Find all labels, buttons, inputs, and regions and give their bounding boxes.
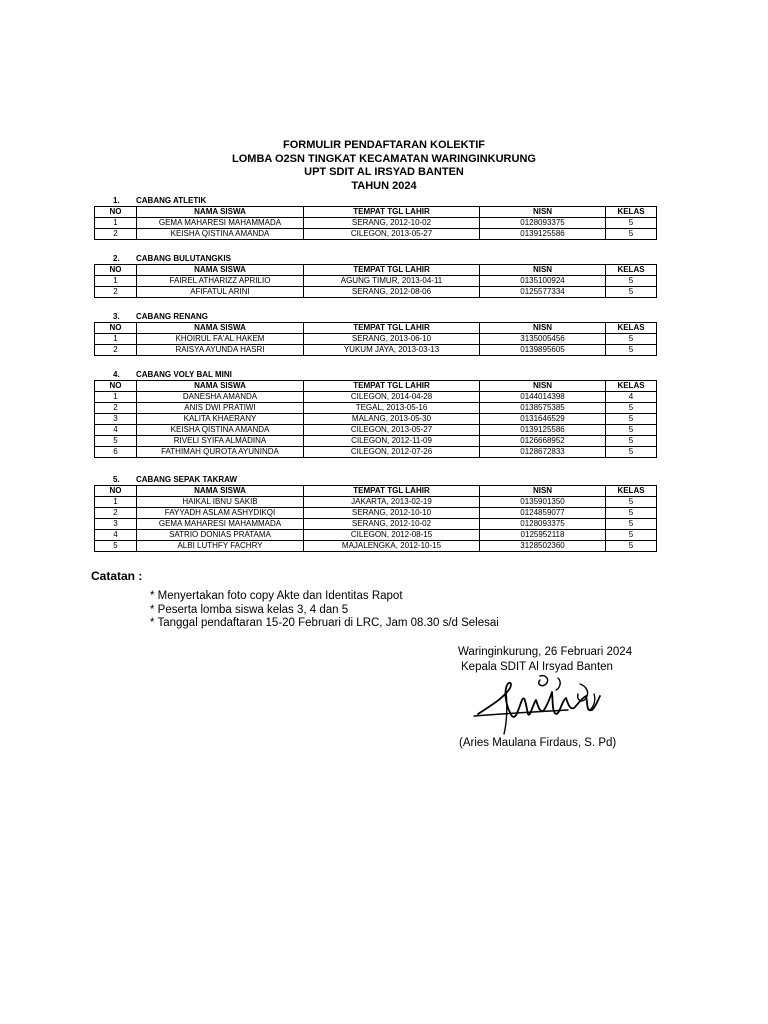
table-row xyxy=(95,497,657,508)
column-header: TEMPAT TGL LAHIR xyxy=(304,323,480,334)
table-cell: 5 xyxy=(606,425,657,436)
title-line-1: FORMULIR PENDAFTARAN KOLEKTIF xyxy=(282,139,486,151)
column-header: KELAS xyxy=(606,486,657,497)
table-cell: 5 xyxy=(606,403,657,414)
table-cell: 5 xyxy=(95,541,137,552)
table-cell: SERANG, 2013-06-10 xyxy=(304,334,480,345)
table-cell: SERANG, 2012-10-10 xyxy=(304,508,480,519)
table-cell: 5 xyxy=(606,530,657,541)
table-cell: CILEGON, 2012-11-09 xyxy=(304,436,480,447)
section-number: 5. xyxy=(113,475,120,484)
table-cell: FAIREL ATHARIZZ APRILIO xyxy=(137,276,304,287)
signature-place-date: Waringinkurung, 26 Februari 2024 xyxy=(458,646,633,658)
table-cell: KEISHA QISTINA AMANDA xyxy=(137,229,304,240)
section-name: CABANG ATLETIK xyxy=(136,196,207,205)
table-cell: 0138575385 xyxy=(480,403,606,414)
table-cell: RAISYA AYUNDA HASRI xyxy=(137,345,304,356)
table-cell: 0125952118 xyxy=(480,530,606,541)
table-cell: HAIKAL IBNU SAKIB xyxy=(137,497,304,508)
column-header: NAMA SISWA xyxy=(137,207,304,218)
column-header: NO xyxy=(95,265,137,276)
table-cell: FATHIMAH QUROTA AYUNINDA xyxy=(137,447,304,458)
table-row xyxy=(95,276,657,287)
table-header-row xyxy=(95,265,657,276)
table-cell: MALANG, 2013-05-30 xyxy=(304,414,480,425)
column-header: TEMPAT TGL LAHIR xyxy=(304,207,480,218)
table-cell: 0139125586 xyxy=(480,229,606,240)
table-cell: 0128093375 xyxy=(480,218,606,229)
table-cell: DANESHA AMANDA xyxy=(137,392,304,403)
table-cell: SERANG, 2012-10-02 xyxy=(304,519,480,530)
column-header: NISN xyxy=(480,265,606,276)
table-cell: 2 xyxy=(95,287,137,298)
table-cell: 0128672833 xyxy=(480,447,606,458)
section-heading xyxy=(94,311,656,322)
section-heading xyxy=(94,253,656,264)
table-cell: 5 xyxy=(606,229,657,240)
section-name: CABANG RENANG xyxy=(136,312,208,321)
note-item: * Peserta lomba siswa kelas 3, 4 dan 5 xyxy=(150,603,349,616)
table-cell: SERANG, 2012-10-02 xyxy=(304,218,480,229)
table-cell: CILEGON, 2012-08-15 xyxy=(304,530,480,541)
table-cell: 3135005456 xyxy=(480,334,606,345)
table-row xyxy=(95,447,657,458)
section-heading xyxy=(94,195,656,206)
column-header: TEMPAT TGL LAHIR xyxy=(304,486,480,497)
section-name: CABANG VOLY BAL MINI xyxy=(136,370,232,379)
section-4 xyxy=(94,369,656,458)
table-row xyxy=(95,436,657,447)
table-cell: CILEGON, 2013-05-27 xyxy=(304,425,480,436)
notes-list xyxy=(150,590,499,631)
column-header: NISN xyxy=(480,381,606,392)
section-5 xyxy=(94,474,656,552)
table-cell: 1 xyxy=(95,276,137,287)
table-cell: 0124859077 xyxy=(480,508,606,519)
table-cell: 5 xyxy=(606,287,657,298)
column-header: NAMA SISWA xyxy=(137,265,304,276)
student-table xyxy=(94,380,657,458)
student-table xyxy=(94,264,657,298)
table-cell: 2 xyxy=(95,508,137,519)
document-title xyxy=(0,139,768,193)
table-cell: KHOIRUL FA'AL HAKEM xyxy=(137,334,304,345)
table-cell: SATRIO DONIAS PRATAMA xyxy=(137,530,304,541)
table-cell: 5 xyxy=(606,497,657,508)
table-cell: 2 xyxy=(95,345,137,356)
signature-role: Kepala SDIT Al Irsyad Banten xyxy=(461,661,613,673)
table-cell: AFIFATUL ARINI xyxy=(137,287,304,298)
column-header: NAMA SISWA xyxy=(137,323,304,334)
notes-label: Catatan : xyxy=(91,569,143,583)
column-header: NO xyxy=(95,486,137,497)
column-header: KELAS xyxy=(606,323,657,334)
table-cell: 0135100924 xyxy=(480,276,606,287)
note-item: * Menyertakan foto copy Akte dan Identitas Rapot xyxy=(150,590,403,602)
student-table xyxy=(94,206,657,240)
section-number: 4. xyxy=(113,370,120,379)
table-cell: TEGAL, 2013-05-16 xyxy=(304,403,480,414)
section-number: 2. xyxy=(113,254,120,263)
student-table xyxy=(94,322,657,356)
section-number: 1. xyxy=(113,196,120,205)
table-cell: 5 xyxy=(606,276,657,287)
table-cell: 0144014398 xyxy=(480,392,606,403)
section-number: 3. xyxy=(113,312,120,321)
column-header: NAMA SISWA xyxy=(137,381,304,392)
table-row xyxy=(95,345,657,356)
table-header-row xyxy=(95,381,657,392)
table-row xyxy=(95,334,657,345)
table-cell: 3128502360 xyxy=(480,541,606,552)
table-cell: 1 xyxy=(95,334,137,345)
table-cell: 5 xyxy=(606,345,657,356)
column-header: NO xyxy=(95,207,137,218)
table-row xyxy=(95,229,657,240)
note-item: * Tanggal pendaftaran 15-20 Februari di LRC, Jam 08.30 s/d Selesai xyxy=(150,617,499,629)
column-header: NO xyxy=(95,381,137,392)
section-name: CABANG BULUTANGKIS xyxy=(136,254,231,263)
column-header: KELAS xyxy=(606,265,657,276)
handwritten-signature xyxy=(470,670,620,740)
section-heading xyxy=(94,369,656,380)
section-heading xyxy=(94,474,656,485)
table-cell: 2 xyxy=(95,229,137,240)
table-cell: 0128093375 xyxy=(480,519,606,530)
column-header: NISN xyxy=(480,323,606,334)
table-row xyxy=(95,414,657,425)
title-line-3: UPT SDIT AL IRSYAD BANTEN xyxy=(304,166,464,178)
signature-name: (Aries Maulana Firdaus, S. Pd) xyxy=(459,737,617,749)
table-cell: 5 xyxy=(606,519,657,530)
table-cell: 1 xyxy=(95,218,137,229)
table-cell: 0139125586 xyxy=(480,425,606,436)
table-header-row xyxy=(95,486,657,497)
table-cell: 4 xyxy=(95,425,137,436)
table-cell: ALBI LUTHFY FACHRY xyxy=(137,541,304,552)
column-header: KELAS xyxy=(606,207,657,218)
table-row xyxy=(95,541,657,552)
table-cell: 3 xyxy=(95,519,137,530)
section-1 xyxy=(94,195,656,240)
title-line-4: TAHUN 2024 xyxy=(351,179,417,192)
table-row xyxy=(95,287,657,298)
table-row xyxy=(95,392,657,403)
section-name: CABANG SEPAK TAKRAW xyxy=(136,475,238,484)
table-cell: 5 xyxy=(606,334,657,345)
column-header: KELAS xyxy=(606,381,657,392)
table-cell: CILEGON, 2013-05-27 xyxy=(304,229,480,240)
section-3 xyxy=(94,311,656,356)
table-cell: KEISHA QISTINA AMANDA xyxy=(137,425,304,436)
table-cell: KALITA KHAERANY xyxy=(137,414,304,425)
column-header: TEMPAT TGL LAHIR xyxy=(304,265,480,276)
table-cell: 1 xyxy=(95,497,137,508)
table-cell: 4 xyxy=(606,392,657,403)
table-cell: 0131646529 xyxy=(480,414,606,425)
table-cell: 0126668952 xyxy=(480,436,606,447)
table-cell: 0139895605 xyxy=(480,345,606,356)
table-cell: CILEGON, 2014-04-28 xyxy=(304,392,480,403)
table-cell: 5 xyxy=(606,541,657,552)
table-cell: 5 xyxy=(95,436,137,447)
table-cell: YUKUM JAYA, 2013-03-13 xyxy=(304,345,480,356)
table-cell: CILEGON, 2012-07-26 xyxy=(304,447,480,458)
table-cell: 2 xyxy=(95,403,137,414)
table-cell: 0135901350 xyxy=(480,497,606,508)
table-row xyxy=(95,425,657,436)
table-cell: JAKARTA, 2013-02-19 xyxy=(304,497,480,508)
column-header: NISN xyxy=(480,486,606,497)
table-cell: 5 xyxy=(606,436,657,447)
table-row xyxy=(95,403,657,414)
table-cell: MAJALENGKA, 2012-10-15 xyxy=(304,541,480,552)
table-cell: 5 xyxy=(606,447,657,458)
table-cell: 0125577334 xyxy=(480,287,606,298)
table-cell: SERANG, 2012-08-06 xyxy=(304,287,480,298)
table-cell: ANIS DWI PRATIWI xyxy=(137,403,304,414)
column-header: NO xyxy=(95,323,137,334)
table-cell: GEMA MAHARESI MAHAMMADA xyxy=(137,519,304,530)
table-cell: 5 xyxy=(606,218,657,229)
column-header: TEMPAT TGL LAHIR xyxy=(304,381,480,392)
table-header-row xyxy=(95,323,657,334)
table-row xyxy=(95,218,657,229)
table-cell: 5 xyxy=(606,414,657,425)
section-2 xyxy=(94,253,656,298)
student-table xyxy=(94,485,657,552)
title-line-2: LOMBA O2SN TINGKAT KECAMATAN WARINGINKURUNG xyxy=(232,152,536,165)
table-row xyxy=(95,508,657,519)
table-cell: GEMA MAHARESI MAHAMMADA xyxy=(137,218,304,229)
table-row xyxy=(95,519,657,530)
table-cell: 3 xyxy=(95,414,137,425)
column-header: NISN xyxy=(480,207,606,218)
table-cell: AGUNG TIMUR, 2013-04-11 xyxy=(304,276,480,287)
table-cell: RIVELI SYIFA ALMADINA xyxy=(137,436,304,447)
table-cell: 4 xyxy=(95,530,137,541)
column-header: NAMA SISWA xyxy=(137,486,304,497)
table-row xyxy=(95,530,657,541)
table-cell: FAYYADH ASLAM ASHYDIKQI xyxy=(137,508,304,519)
table-cell: 1 xyxy=(95,392,137,403)
table-cell: 5 xyxy=(606,508,657,519)
table-cell: 6 xyxy=(95,447,137,458)
table-header-row xyxy=(95,207,657,218)
